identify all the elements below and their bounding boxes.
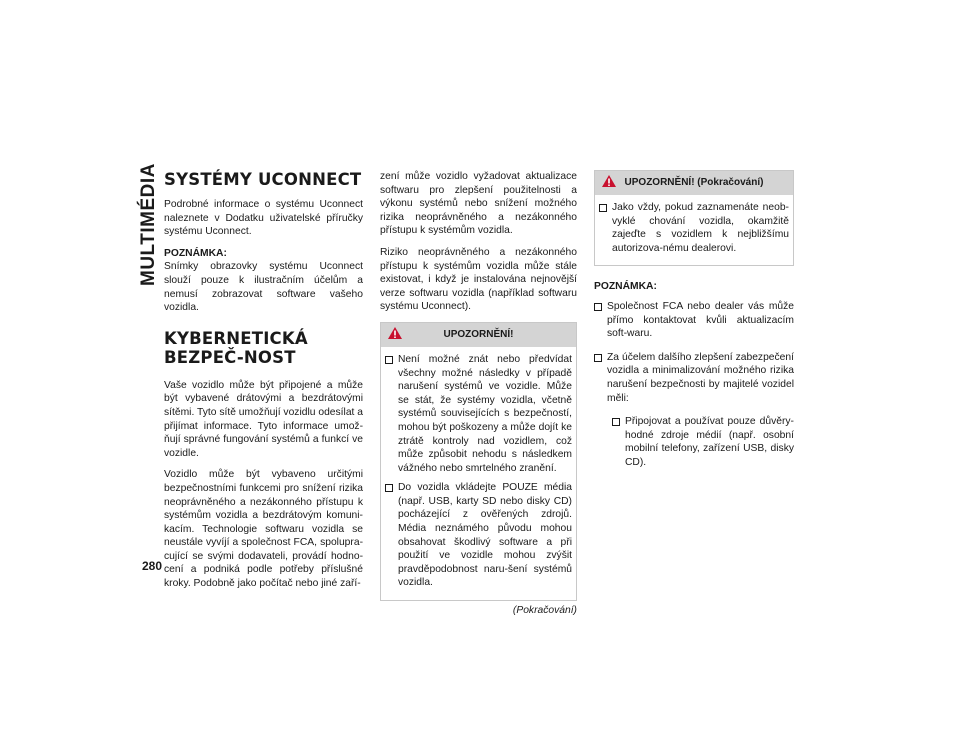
warning-item xyxy=(385,353,572,475)
note-text: Snímky obrazovky systému Uconnect slouží pouze k ilustračním účelům a nemusí zobrazovat software vašeho vozidla. xyxy=(164,261,363,314)
paragraph-risk: Riziko neoprávněného a nezákonného přístupu k systémům vozidla může stále existovat, i když je instalována nejnovější verze softwaru vozidla (například softwaru systému Uconnect). xyxy=(380,246,577,313)
paragraph-uconnect: Podrobné informace o systému Uconnect naleznete v Dodatku uživatelské příručky systému Uconnect. xyxy=(164,199,363,238)
paragraph-networks: Vaše vozidlo může být připojené a může být vybavené drátovými a bezdrátovými sítěmi. Tyto sítě umožňují vozidlu odesílat a přijímat informace. Tyto informace umož-ňují správné fungování systémů a funkcí ve vozidle. xyxy=(164,379,363,459)
warning-item xyxy=(599,201,789,255)
column-3 xyxy=(594,170,794,480)
checkbox-bullet-icon xyxy=(599,204,607,212)
checkbox-bullet-icon xyxy=(594,354,602,362)
note-item xyxy=(594,300,794,341)
checkbox-bullet-icon xyxy=(385,484,393,492)
heading-uconnect: SYSTÉMY UCONNECT xyxy=(164,170,362,189)
heading-cybersecurity: KYBERNETICKÁ BEZPEČ-NOST xyxy=(164,328,308,367)
warning-box xyxy=(380,322,577,601)
warning-triangle-icon xyxy=(601,174,617,188)
section-side-tab-label: MULTIMÉDIA xyxy=(138,163,159,286)
note-list xyxy=(594,300,794,470)
note-item-text: Společnost FCA nebo dealer vás může přímo kontaktovat kvůli aktualizacím soft-waru. xyxy=(607,300,794,340)
page-number: 280 xyxy=(142,559,163,573)
checkbox-bullet-icon xyxy=(385,356,393,364)
note-heading: POZNÁMKA: xyxy=(594,281,657,293)
warning-item-text: Není možné znát nebo předvídat všechny možné následky v případě narušení systémů ve vozidle. Může se stát, že systémy vozidla, včetně systémů souvisejících s bezpečností, mohou být poškozeny a může dojít ke ztrátě kontroly nad vozidlem, což může způsobit nehodu s následkem vážného nebo smrtelného zranění. xyxy=(398,353,572,474)
warning-header xyxy=(381,323,576,347)
warning-title: UPOZORNĚNÍ! xyxy=(443,329,514,341)
warning-triangle-icon xyxy=(387,326,403,340)
checkbox-bullet-icon xyxy=(612,418,620,426)
note-item-text: Za účelem dalšího zlepšení zabezpečení vozidla a minimalizování možného rizika narušení bezpečnosti by majitelé vozidel měli: xyxy=(607,351,794,404)
warning-header xyxy=(595,171,793,195)
warning-item-text: Do vozidla vkládejte POUZE média (např. USB, karty SD nebo disky CD) pocházející z ověřených zdrojů. Média neznámého původu mohou obsahovat škodlivý software a při použití ve vozidle mohou zvýšit pravděpodobnost naru-šení systémů vozidla. xyxy=(398,482,572,589)
note-sub-item-text: Připojovat a používat pouze důvěry-hodné zdroje médií (např. osobní mobilní telefony, zařízení USB, disky CD). xyxy=(625,416,794,468)
column-1 xyxy=(164,170,363,599)
section-side-tab xyxy=(138,163,160,286)
warning-item xyxy=(385,481,572,590)
paragraph-security-functions: Vozidlo může být vybaveno určitými bezpečnostními funkcemi pro snížení rizika neoprávněného a nezákonného přístupu k systémům vozidla a bezdrátovým komuni-kacím. Technologie softwaru vozidla se neustále vyvíjí a společnost FCA, spolupra-cující se svými dodavateli, provádí hodno-cení a podniká podle potřeby příslušné kroky. Podobně jako počítač nebo jiné zaří- xyxy=(164,469,363,590)
paragraph-updates: zení může vozidlo vyžadovat aktualizace softwaru pro zlepšení použitelnosti a výkonu systémů nebo snížení možného rizika neoprávněného a nezákonného přístupu k systémům vozidla. xyxy=(380,171,577,237)
warning-body xyxy=(381,347,576,600)
note-item xyxy=(594,351,794,405)
note-sub-item xyxy=(594,415,794,469)
warning-title: UPOZORNĚNÍ! (Pokračování) xyxy=(624,177,764,189)
warning-box-continued xyxy=(594,170,794,266)
continued-label: (Pokračování) xyxy=(512,605,577,617)
warning-body xyxy=(595,195,793,265)
note-heading: POZNÁMKA: xyxy=(164,247,227,259)
warning-item-text: Jako vždy, pokud zaznamenáte neob-vyklé chování vozidla, okamžitě zajeďte s vozidlem k nejbližšímu autorizova-nému dealerovi. xyxy=(612,202,789,254)
checkbox-bullet-icon xyxy=(594,303,602,311)
column-2 xyxy=(380,170,577,618)
